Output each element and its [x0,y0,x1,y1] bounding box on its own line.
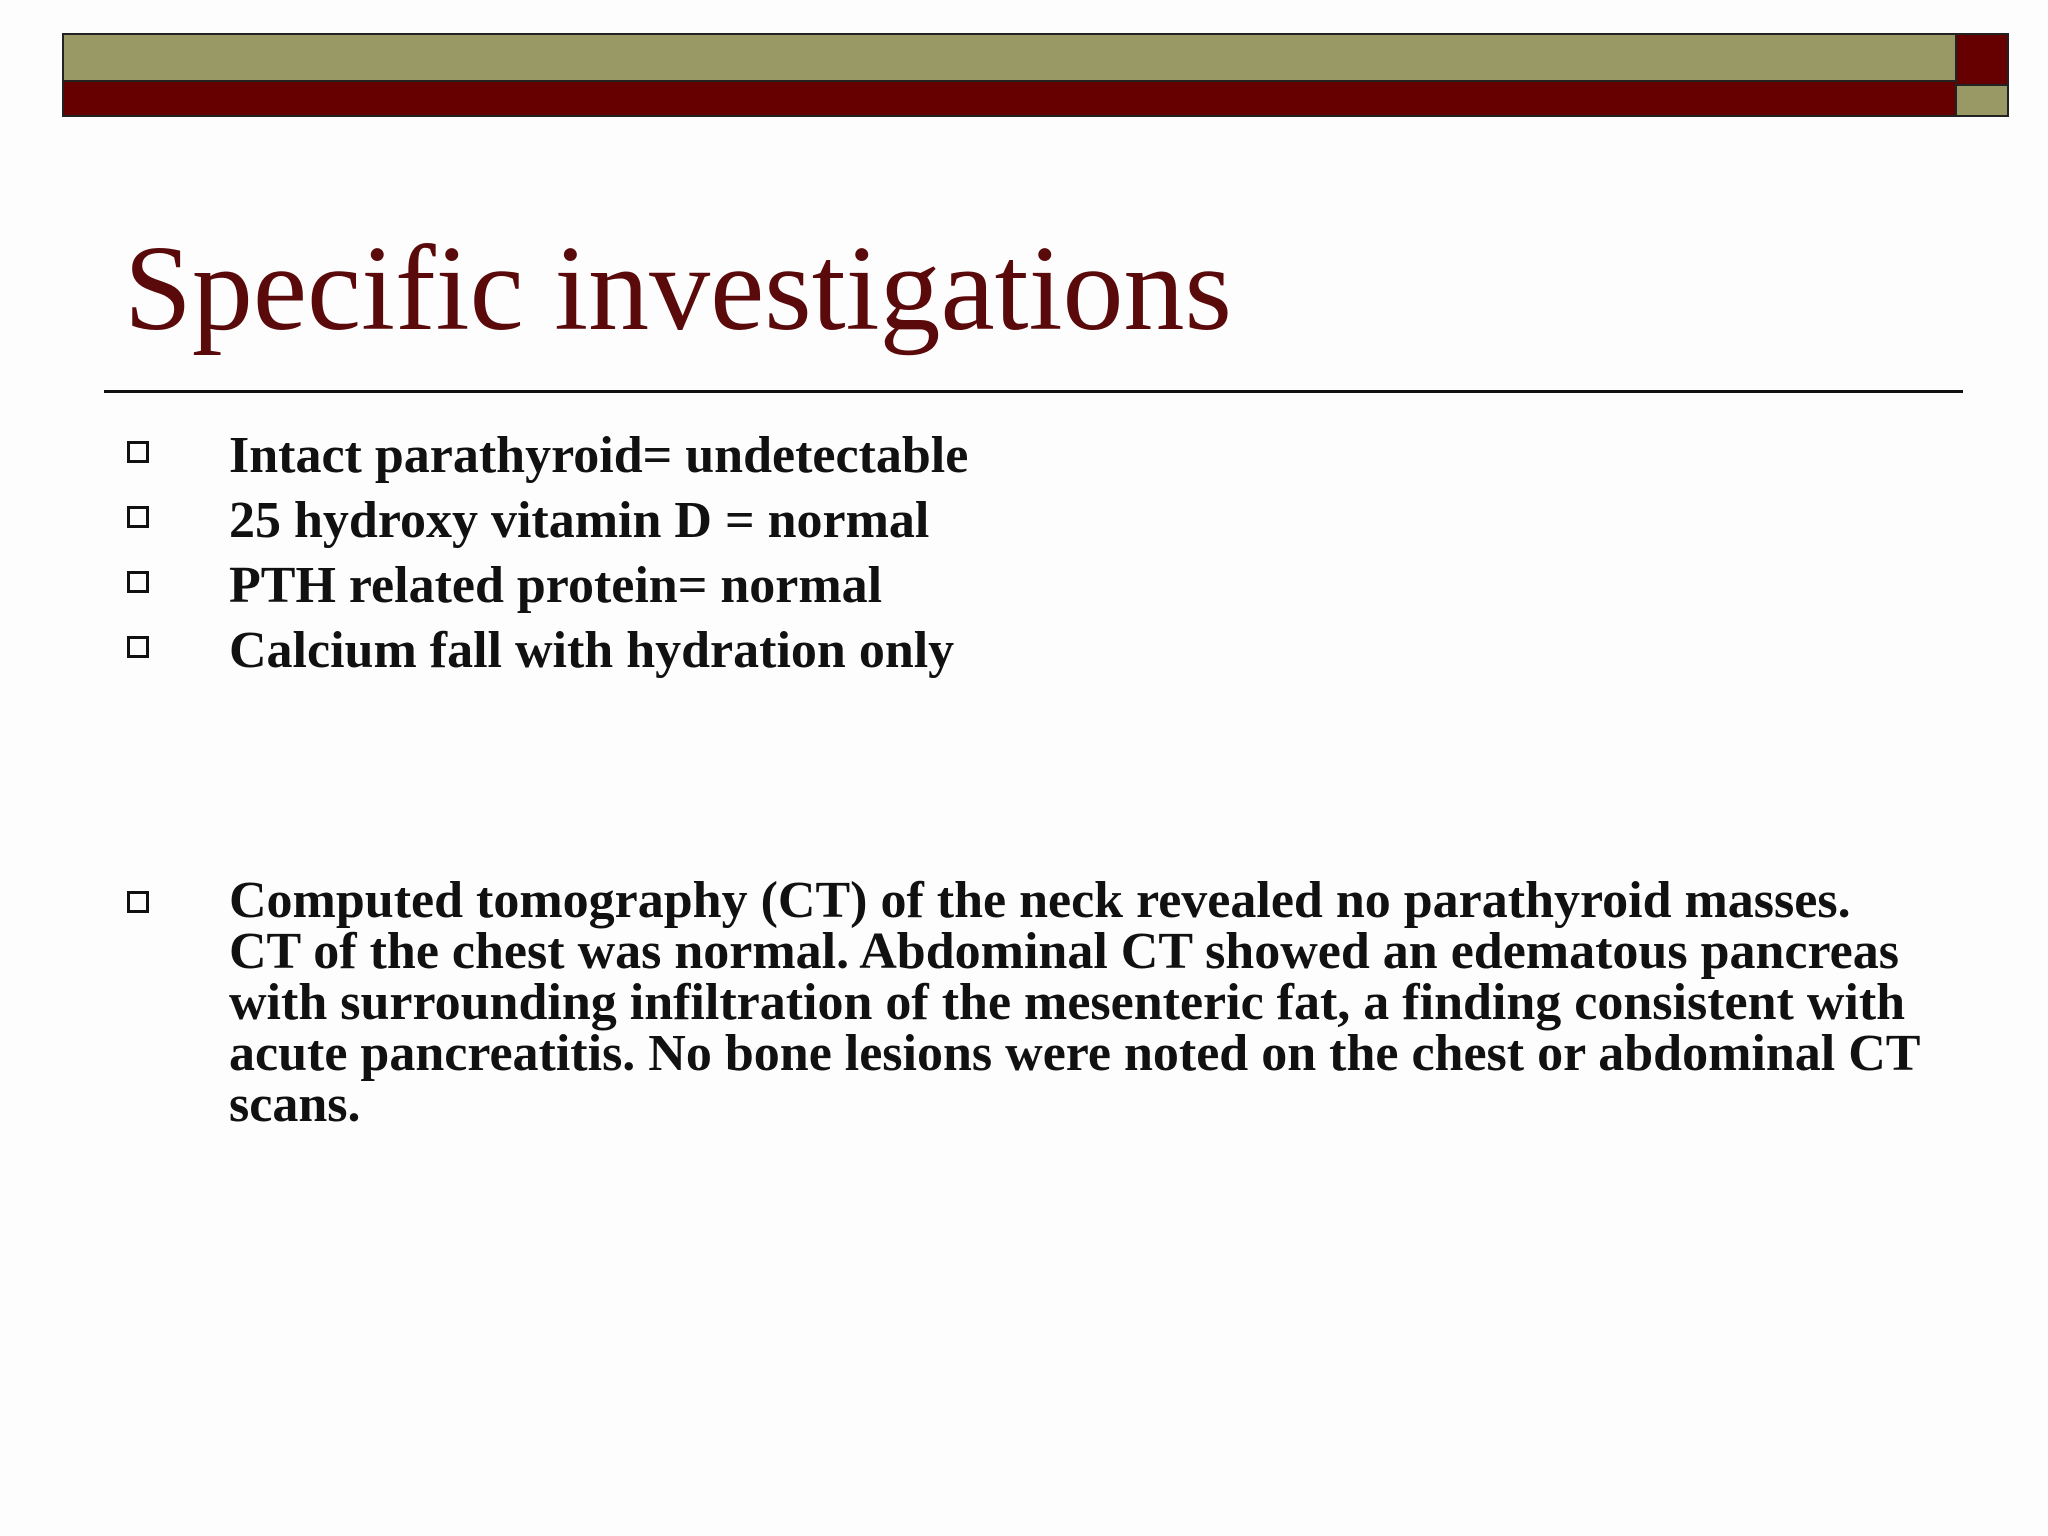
ct-findings-text: Computed tomography (CT) of the neck revealed no parathyroid masses. CT of the chest was normal. Abdominal CT showed an edematous pancreas with surrounding infiltration of the mesenteric fat, a finding consistent with acute pancreatitis. No bone lesions were noted on the chest or abdominal CT scans. [229,872,1920,1133]
list-item [125,488,1985,553]
findings-list [125,423,1985,683]
header-band-olive [62,33,1957,82]
hollow-square-icon [127,571,149,593]
list-item [125,618,1985,683]
hollow-square-icon [127,441,149,463]
list-item [125,553,1985,618]
list-item-text: PTH related protein= normal [229,557,883,614]
hollow-square-icon [127,891,149,913]
header-band-maroon [62,82,1957,117]
ct-findings-block [125,872,1925,1133]
list-item-text: 25 hydroxy vitamin D = normal [229,492,930,549]
hollow-square-icon [127,506,149,528]
list-item [125,423,1985,488]
list-item-text: Calcium fall with hydration only [229,622,955,679]
ct-findings-item [125,872,1925,1133]
hollow-square-icon [127,636,149,658]
header-corner-maroon-square [1955,33,2009,86]
title-divider [104,390,1963,393]
header-corner-olive-square [1955,84,2009,117]
slide-title: Specific investigations [124,221,1232,356]
list-item-text: Intact parathyroid= undetectable [229,427,969,484]
